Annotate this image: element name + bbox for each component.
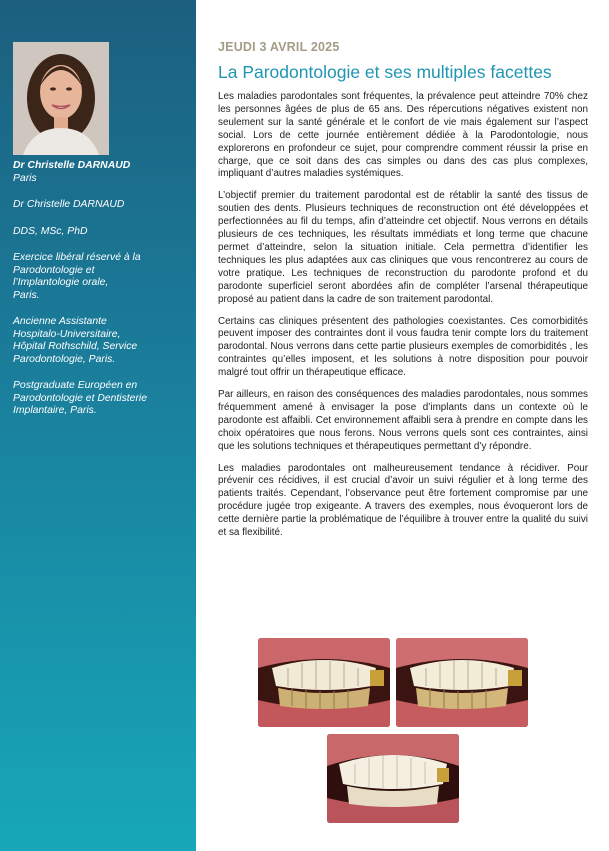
speaker-role-3 — [13, 380, 188, 418]
paragraph: Par ailleurs, en raison des conséquences des maladies parodontales, nous sommes fréquemment amené à envisager la pose d’implants dans un contexte où le parodonte est affaibli. Cet environnement affaibli sera à prendre en compte dans les choix opératoires que nous ferons. Nous verrons quels sont ces contraintes, ainsi que les solutions techniques et thérapeutiques permettant d’y répondre. — [218, 389, 588, 452]
speaker-info — [13, 160, 188, 418]
role-line: l’Implantologie orale, — [13, 277, 109, 288]
role-line: Parodontologie, Paris. — [13, 353, 116, 365]
paragraph: Les maladies parodontales ont malheureusement tendance à récidiver. Pour prévenir ces récidives, il est crucial d’avoir un suivi régulier et à long terme des patients traités. Cependant, l’observance peut être fortement compromise par une procédure jugée trop exigeante. A travers des exemples, nous évoqueront lors de cette dernière partie la problématique de l’équilibre à trouver entre la qualité du suivi et sa flexibilité. — [218, 462, 588, 539]
role-line: Hôpital Rothschild, Service — [13, 341, 138, 352]
clinical-photo-1 — [258, 638, 390, 727]
speaker-role-1 — [13, 252, 188, 302]
speaker-degrees: DDS, MSc, PhD — [13, 225, 88, 237]
event-date: JEUDI 3 AVRIL 2025 — [218, 40, 340, 54]
page-title: La Parodontologie et ses multiples facettes — [218, 62, 552, 82]
role-line: Ancienne Assistante — [13, 316, 107, 327]
main-content — [218, 40, 588, 549]
clinical-photo-3 — [327, 734, 459, 823]
role-line: Postgraduate Européen en — [13, 380, 138, 391]
paragraph: L’objectif premier du traitement parodontal est de rétablir la santé des tissus de soutien des dents. Plusieurs techniques de reconstruction ont été développées et perfectionnées au fil du temps, afin d’atteindre cet objectif. Nous verrons en détails plusieurs de ces techniques, les résultats immédiats et long terme que chacune permet d’atteindre, selon la situation initiale. Cela permettra d’identifier les techniques les plus adaptées aux cas cliniques que vous rencontrerez au cours de votre pratique. Les techniques de reconstruction du parodonte profond et du parodonte superficiel seront abordées afin de compléter l’arsenal thérapeutique proposé au patient dans la cadre de son traitement parodontal. — [218, 190, 588, 305]
role-line: Parodontologie et Dentisterie — [13, 392, 148, 404]
speaker-portrait — [13, 42, 109, 155]
speaker-city: Paris — [13, 172, 37, 184]
speaker-role-2 — [13, 316, 188, 366]
role-line: Paris. — [13, 289, 40, 301]
role-line: Exercice libéral réservé à la — [13, 252, 141, 263]
speaker-name: Dr Christelle DARNAUD — [13, 199, 125, 210]
clinical-photos — [218, 630, 588, 830]
role-line: Hospitalo-Universitaire, — [13, 328, 121, 340]
speaker-sidebar — [0, 0, 196, 851]
paragraph: Les maladies parodontales sont fréquentes, la prévalence peut atteindre 70% chez les personnes âgées de plus de 65 ans. Des répercutions négatives existent non seulement sur la santé générale et le confort de vie mais également sur l’aspect social. Lors de cette journée entièrement dédiée à la Parodontologie, nous explorerons en profondeur ce sujet, pour comprendre comment réussir la prise en charge, que ce soit dans des cas simples ou dans des cas plus complexes, impliquant d’autres maladies systémiques. — [218, 91, 588, 180]
clinical-photo-2 — [396, 638, 528, 727]
role-line: Parodontologie et — [13, 264, 95, 276]
portrait-image — [13, 42, 109, 155]
role-line: Implantaire, Paris. — [13, 405, 97, 416]
speaker-name-heading: Dr Christelle DARNAUD — [13, 160, 131, 171]
paragraph: Certains cas cliniques présentent des pathologies coexistantes. Ces comorbidités peuvent imposer des contraintes dont il vous faudra tenir compte lors du traitement parodontal. Nous verrons dans cette partie plusieurs exemples de comorbidités , les contraintes qu’elles imposent, et les solutions à notre disposition pour pouvoir malgré tout offrir un thérapeutique efficace. — [218, 315, 588, 379]
